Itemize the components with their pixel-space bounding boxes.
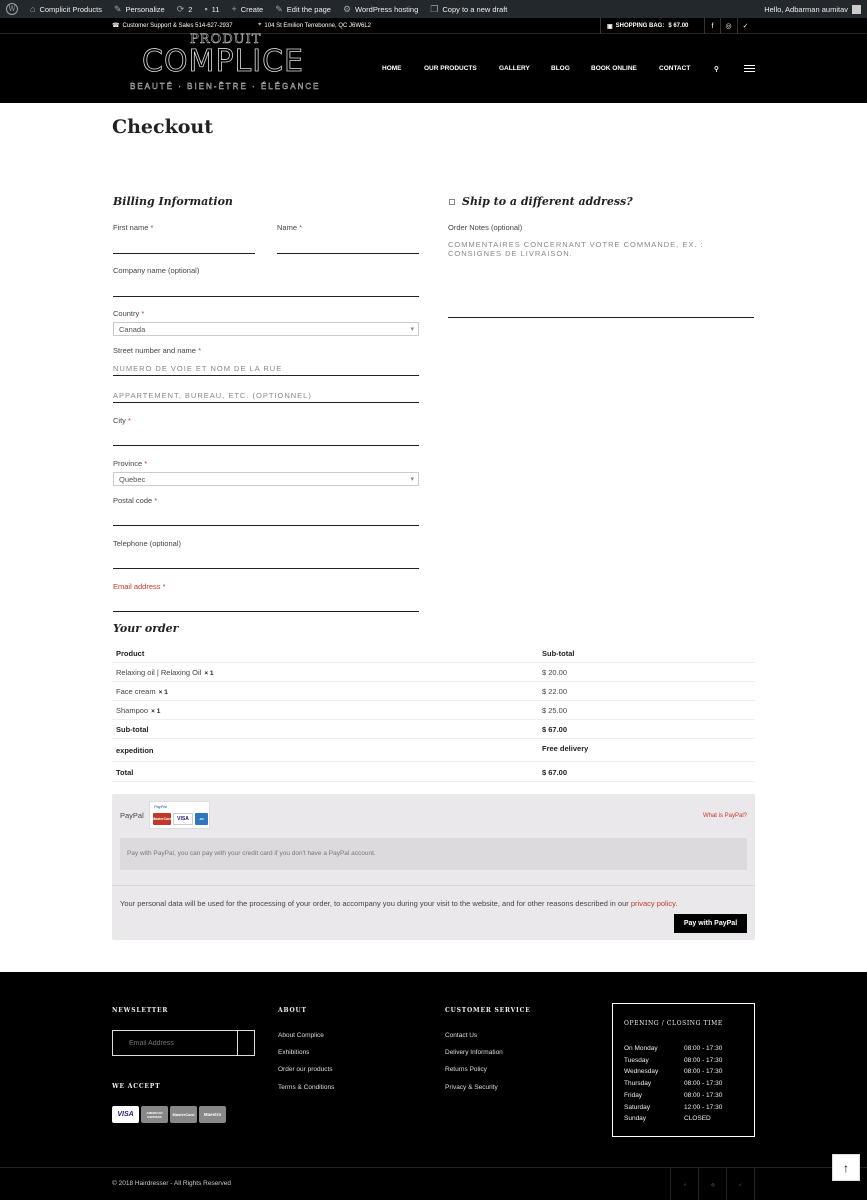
address-info xyxy=(258,22,371,29)
postal-label xyxy=(113,496,157,505)
phone-icon: ☎ xyxy=(112,23,120,29)
optional-text: (optional) xyxy=(490,223,523,232)
account-menu[interactable] xyxy=(758,0,867,18)
footer-link-exhibitions[interactable]: Exhibitions xyxy=(278,1049,310,1056)
item-price: $ 22.00 xyxy=(542,687,568,696)
total-value: $ 67.00 xyxy=(542,768,568,777)
updates-count: 2 xyxy=(188,4,193,14)
country-value: Canada xyxy=(119,325,146,334)
expedition-row xyxy=(112,739,755,762)
expedition-value: Free delivery xyxy=(542,744,589,753)
email-label xyxy=(113,582,166,591)
footer-link-about[interactable]: About Complice xyxy=(278,1032,324,1039)
telephone-label xyxy=(113,539,181,548)
brush-icon: ✎ xyxy=(113,3,122,14)
updates-link[interactable] xyxy=(171,0,199,18)
nav-book-online[interactable]: BOOK ONLINE xyxy=(591,65,637,72)
telephone-field[interactable] xyxy=(113,568,419,569)
avatar xyxy=(852,5,861,14)
country-label xyxy=(113,309,144,318)
site-header xyxy=(0,18,867,103)
site-footer xyxy=(0,972,867,1200)
paypal-cards-icon xyxy=(149,801,210,829)
hours-day: Saturday xyxy=(624,1104,651,1111)
copyright-text: © 2018 Hairdresser - All Rights Reserved xyxy=(112,1180,231,1187)
support-label: Customer Support & Sales 514-627-2937 xyxy=(122,22,233,29)
site-name-label: Complicit Products xyxy=(39,4,102,14)
company-text: Company name xyxy=(113,266,166,275)
nav-contact[interactable]: CONTACT xyxy=(659,65,691,72)
what-is-paypal-link[interactable]: What is PayPal? xyxy=(702,813,747,819)
subtotal-value: $ 67.00 xyxy=(542,725,568,734)
footer-link-order[interactable]: Order our products xyxy=(278,1066,333,1073)
logo-line-2: COMPLICE xyxy=(142,44,304,79)
expedition-label: expedition xyxy=(116,746,154,755)
item-name xyxy=(116,706,160,715)
email-field[interactable] xyxy=(113,611,419,612)
order-notes-label xyxy=(448,223,522,232)
page-title: Checkout xyxy=(112,116,214,138)
hours-day: Sunday xyxy=(624,1115,647,1122)
facebook-icon[interactable]: f xyxy=(704,18,720,34)
amex-icon: AM xyxy=(195,813,208,825)
hours-time: CLOSED xyxy=(684,1115,711,1122)
privacy-text: Your personal data will be used for the processing of your order, to accompany you during your visit to the website, and for other reasons described in our xyxy=(120,899,629,908)
footer-link-privacy[interactable]: Privacy & Security xyxy=(445,1084,498,1091)
we-accept-title: WE ACCEPT xyxy=(112,1083,161,1090)
paypal-description: Pay with PayPal, you can pay with your credit card if you don't have a PayPal account. xyxy=(120,838,747,870)
postal-field[interactable] xyxy=(113,525,419,526)
table-row xyxy=(112,663,755,682)
nav-blog[interactable]: BLOG xyxy=(551,65,570,72)
order-title: Your order xyxy=(113,622,179,635)
notes-placeholder-2: CONSIGNES DE LIVRAISON. xyxy=(448,249,573,258)
province-select[interactable] xyxy=(113,472,419,486)
hours-day: Friday xyxy=(624,1092,643,1099)
refresh-icon: ⟳ xyxy=(176,3,185,14)
twitter-icon[interactable]: ✓ xyxy=(737,18,753,34)
hours-day: Tuesday xyxy=(624,1057,649,1064)
instagram-icon[interactable]: ◎ xyxy=(720,18,736,34)
subtotal-row xyxy=(112,720,755,739)
search-icon[interactable]: ⚲ xyxy=(714,66,719,73)
footer-link-returns[interactable]: Returns Policy xyxy=(445,1066,487,1073)
plus-icon: + xyxy=(231,4,237,14)
company-field[interactable] xyxy=(113,296,419,297)
notes-placeholder-1: COMMENTAIRES CONCERNANT VOTRE COMMANDE, EX. : xyxy=(448,240,704,249)
ship-title[interactable]: Ship to a different address? xyxy=(462,195,633,208)
personalize-label: Personalize xyxy=(125,4,165,14)
province-text: Province xyxy=(113,459,143,468)
pencil-icon: ✎ xyxy=(275,3,283,14)
paypal-method-label[interactable]: PayPal xyxy=(120,811,144,820)
back-to-top-button[interactable] xyxy=(832,1154,860,1181)
instagram-icon[interactable]: ◎ xyxy=(698,1168,727,1200)
name-field[interactable] xyxy=(277,253,419,254)
province-label xyxy=(113,459,147,468)
newsletter-submit-button[interactable] xyxy=(237,1030,255,1056)
city-label xyxy=(113,416,131,425)
item-qty: × 1 xyxy=(158,689,168,696)
nav-gallery[interactable]: GALLERY xyxy=(499,65,530,72)
pay-with-paypal-button[interactable]: Pay with PayPal xyxy=(674,914,747,933)
postal-text: Postal code xyxy=(113,496,153,505)
visa-card-icon: VISA xyxy=(112,1106,139,1123)
privacy-notice xyxy=(120,899,677,908)
opening-hours-box xyxy=(612,1003,755,1137)
first-name-text: First name xyxy=(113,223,149,232)
col-subtotal: Sub-total xyxy=(542,649,575,658)
create-label: Create xyxy=(240,4,264,14)
name-text: Name xyxy=(277,223,298,232)
bag-label: SHOPPING BAG: xyxy=(615,23,665,29)
shopping-bag-link[interactable] xyxy=(600,18,694,34)
wordpress-icon: W xyxy=(6,3,18,15)
newsletter-title: NEWSLETTER xyxy=(112,1007,169,1014)
ship-different-checkbox[interactable] xyxy=(449,199,455,205)
name-label xyxy=(277,223,302,232)
amex-card-icon: AMERICAN EXPRESS xyxy=(141,1106,168,1123)
site-name-link[interactable] xyxy=(24,0,108,18)
bag-total: $ 67.00 xyxy=(668,23,689,29)
about-title: ABOUT xyxy=(278,1007,307,1014)
required-mark: * xyxy=(141,309,145,318)
twitter-icon[interactable]: ✓ xyxy=(726,1168,755,1200)
hours-time: 08:00 - 17:30 xyxy=(684,1068,723,1075)
street-text: Street number and name xyxy=(113,346,196,355)
edit-page-link[interactable] xyxy=(269,0,337,18)
location-icon: ⌖ xyxy=(258,22,262,28)
item-name xyxy=(116,668,214,677)
item-qty: × 1 xyxy=(204,670,214,677)
mastercard-icon: MasterCard xyxy=(153,813,171,825)
hosting-link[interactable] xyxy=(337,0,424,18)
order-header-row xyxy=(112,644,755,663)
street-field[interactable] xyxy=(113,375,419,376)
bag-icon: ▣ xyxy=(607,23,613,30)
divider xyxy=(112,885,755,886)
item-name-text: Relaxing oil | Relaxing Oil xyxy=(116,668,202,677)
col-product: Product xyxy=(116,649,145,658)
address-label: 104 St Emilion Terrebonne, QC J6W6L2 xyxy=(264,22,372,29)
customer-service-title: CUSTOMER SERVICE xyxy=(445,1007,531,1014)
support-info xyxy=(112,22,233,29)
required-mark: * xyxy=(150,223,154,232)
apartment-placeholder: APPARTEMENT, BUREAU, ETC. (OPTIONNEL) xyxy=(113,391,312,400)
greeting-label: Hello, Adbarman aumitav xyxy=(764,4,848,14)
nav-our-products[interactable]: OUR PRODUCTS xyxy=(424,65,477,72)
required-mark: * xyxy=(299,223,303,232)
street-label xyxy=(113,346,201,355)
gear-icon: ⚙ xyxy=(342,3,352,14)
company-label xyxy=(113,266,199,275)
optional-text: (optional) xyxy=(168,266,200,275)
city-text: City xyxy=(113,416,126,425)
menu-icon[interactable] xyxy=(744,65,755,72)
hours-time: 08:00 - 17:30 xyxy=(684,1045,723,1052)
logo-line-1: PRODUIT xyxy=(190,32,262,47)
hours-time: 08:00 - 17:30 xyxy=(684,1080,723,1087)
edit-label: Edit the page xyxy=(286,4,331,14)
hours-title: OPENING / CLOSING TIME xyxy=(624,1020,723,1027)
hours-time: 08:00 - 17:30 xyxy=(684,1057,723,1064)
privacy-end: . xyxy=(675,899,678,908)
required-mark: * xyxy=(128,416,131,425)
required-mark: * xyxy=(154,496,158,505)
mastercard-card-icon: MasterCard xyxy=(170,1106,197,1123)
copy-label: Copy to a new draft xyxy=(442,4,508,14)
privacy-policy-link[interactable]: privacy policy xyxy=(630,899,676,908)
hours-day: Wednesday xyxy=(624,1068,659,1075)
subtotal-label: Sub-total xyxy=(116,725,149,734)
street-placeholder: NUMERO DE VOIE ET NOM DE LA RUE xyxy=(113,364,283,373)
visa-icon: VISA xyxy=(173,813,193,825)
table-row xyxy=(112,682,755,701)
hours-time: 08:00 - 17:30 xyxy=(684,1092,723,1099)
copy-icon: ❐ xyxy=(430,3,439,14)
item-name xyxy=(116,687,168,696)
home-icon: ⌂ xyxy=(30,4,36,14)
footer-link-delivery[interactable]: Delivery Information xyxy=(445,1049,503,1056)
first-name-label xyxy=(113,223,153,232)
payment-box xyxy=(112,794,755,940)
facebook-icon[interactable]: f xyxy=(670,1168,699,1200)
item-name-text: Shampoo xyxy=(116,706,149,715)
apartment-field[interactable] xyxy=(113,402,419,403)
wordpress-menu[interactable] xyxy=(0,0,24,18)
item-qty: × 1 xyxy=(151,708,161,715)
paypal-mini-label: PayPal xyxy=(154,804,167,809)
province-value: Quebec xyxy=(119,475,146,484)
country-text: Country xyxy=(113,309,140,318)
table-row xyxy=(112,701,755,720)
admin-bar xyxy=(0,0,867,18)
arrow-up-icon: ↑ xyxy=(843,1160,849,1175)
item-price: $ 25.00 xyxy=(542,706,568,715)
email-text: Email address xyxy=(113,582,161,591)
logo-line-3: BEAUTÉ · BIEN-ÊTRE · ÉLÉGANCE xyxy=(130,82,321,91)
billing-title: Billing Information xyxy=(113,195,233,208)
telephone-text: Telephone xyxy=(113,539,148,548)
comments-link[interactable] xyxy=(198,0,225,18)
total-label: Total xyxy=(116,768,134,777)
required-mark: * xyxy=(162,582,166,591)
optional-text: (optional) xyxy=(149,539,181,548)
copy-draft-link[interactable] xyxy=(424,0,513,18)
create-link[interactable] xyxy=(225,0,269,18)
maestro-card-icon: Maestro xyxy=(199,1106,226,1123)
hours-time: 12:00 - 17:30 xyxy=(684,1104,723,1111)
required-mark: * xyxy=(144,459,148,468)
footer-link-terms[interactable]: Terms & Conditions xyxy=(278,1084,335,1091)
item-price: $ 20.00 xyxy=(542,668,568,677)
city-field[interactable] xyxy=(113,445,419,446)
newsletter-email-input[interactable] xyxy=(112,1030,238,1056)
hours-day: Thursday xyxy=(624,1080,652,1087)
order-notes-text: Order Notes xyxy=(448,223,489,232)
comments-count: 11 xyxy=(211,4,220,14)
hours-day: On Monday xyxy=(624,1045,658,1052)
total-row xyxy=(112,762,755,782)
site-logo[interactable] xyxy=(130,32,330,102)
order-notes-field[interactable] xyxy=(448,317,754,318)
required-mark: * xyxy=(198,346,201,355)
comment-icon: ▪ xyxy=(204,4,208,14)
footer-link-contact[interactable]: Contact Us xyxy=(445,1032,478,1039)
country-select[interactable] xyxy=(113,322,419,336)
item-name-text: Face cream xyxy=(116,687,156,696)
nav-home[interactable]: HOME xyxy=(382,65,402,72)
hosting-label: WordPress hosting xyxy=(355,4,419,14)
first-name-field[interactable] xyxy=(113,253,255,254)
personalize-link[interactable] xyxy=(108,0,171,18)
